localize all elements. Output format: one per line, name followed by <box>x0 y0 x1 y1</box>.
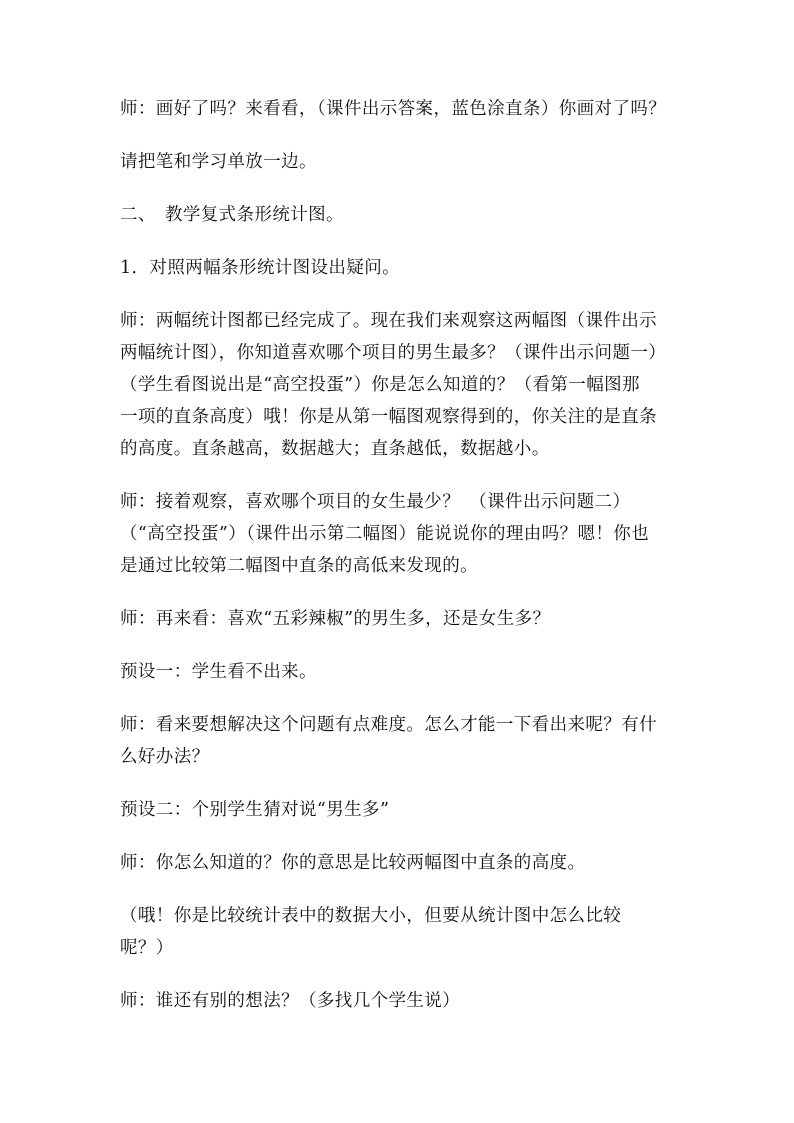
paragraph-10 <box>120 794 680 826</box>
text-line: 的高度。直条越高，数据越大；直条越低，数据越小。 <box>120 439 550 459</box>
paragraph-1 <box>120 93 680 125</box>
text-line: 师：接着观察，喜欢哪个项目的女生最少？ （课件出示问题二） <box>120 492 631 512</box>
section-heading <box>120 199 680 231</box>
text-line: 么好办法？ <box>120 747 210 767</box>
text-line: 是通过比较第二幅图中直条的高低来发现的。 <box>120 556 478 576</box>
paragraph-7 <box>120 603 680 635</box>
paragraph-2 <box>120 146 680 178</box>
text-line: 1．对照两幅条形统计图设出疑问。 <box>120 258 401 278</box>
text-line: 师：谁还有别的想法？（多找几个学生说） <box>120 991 461 1011</box>
subsection-heading <box>120 252 680 284</box>
paragraph-12 <box>120 900 680 964</box>
text-line: 师：再来看：喜欢“五彩辣椒”的男生多，还是女生多？ <box>120 609 551 629</box>
paragraph-11 <box>120 847 680 879</box>
text-line: 预设二：个别学生猜对说“男生多” <box>120 800 390 820</box>
text-line: 师：看来要想解决这个问题有点难度。怎么才能一下看出来呢？有什 <box>120 715 657 735</box>
paragraph-13 <box>120 985 680 1017</box>
text-line: 师：你怎么知道的？你的意思是比较两幅图中直条的高度。 <box>120 853 586 873</box>
text-line: 师：画好了吗？来看看，（课件出示答案，蓝色涂直条）你画对了吗？ <box>120 99 667 119</box>
text-line: 请把笔和学习单放一边。 <box>120 152 317 172</box>
paragraph-5 <box>120 305 680 465</box>
text-line: 二、 教学复式条形统计图。 <box>120 205 344 225</box>
text-line: 预设一：学生看不出来。 <box>120 662 317 682</box>
text-line: 一项的直条高度）哦！你是从第一幅图观察得到的，你关注的是直条 <box>120 407 657 427</box>
document-body <box>120 93 680 1038</box>
text-line: 呢？） <box>120 938 174 958</box>
text-line: （“高空投蛋”）（课件出示第二幅图）能说说你的理由吗？嗯！你也 <box>120 524 650 544</box>
paragraph-8 <box>120 656 680 688</box>
text-line: 两幅统计图），你知道喜欢哪个项目的男生最多？（课件出示问题一） <box>120 343 667 363</box>
text-line: 师：两幅统计图都已经完成了。现在我们来观察这两幅图（课件出示 <box>120 311 657 331</box>
text-line: （哦！你是比较统计表中的数据大小，但要从统计图中怎么比较 <box>120 906 622 926</box>
paragraph-9 <box>120 709 680 773</box>
text-line: （学生看图说出是“高空投蛋”）你是怎么知道的？（看第一幅图那 <box>120 375 640 395</box>
paragraph-6 <box>120 486 680 582</box>
